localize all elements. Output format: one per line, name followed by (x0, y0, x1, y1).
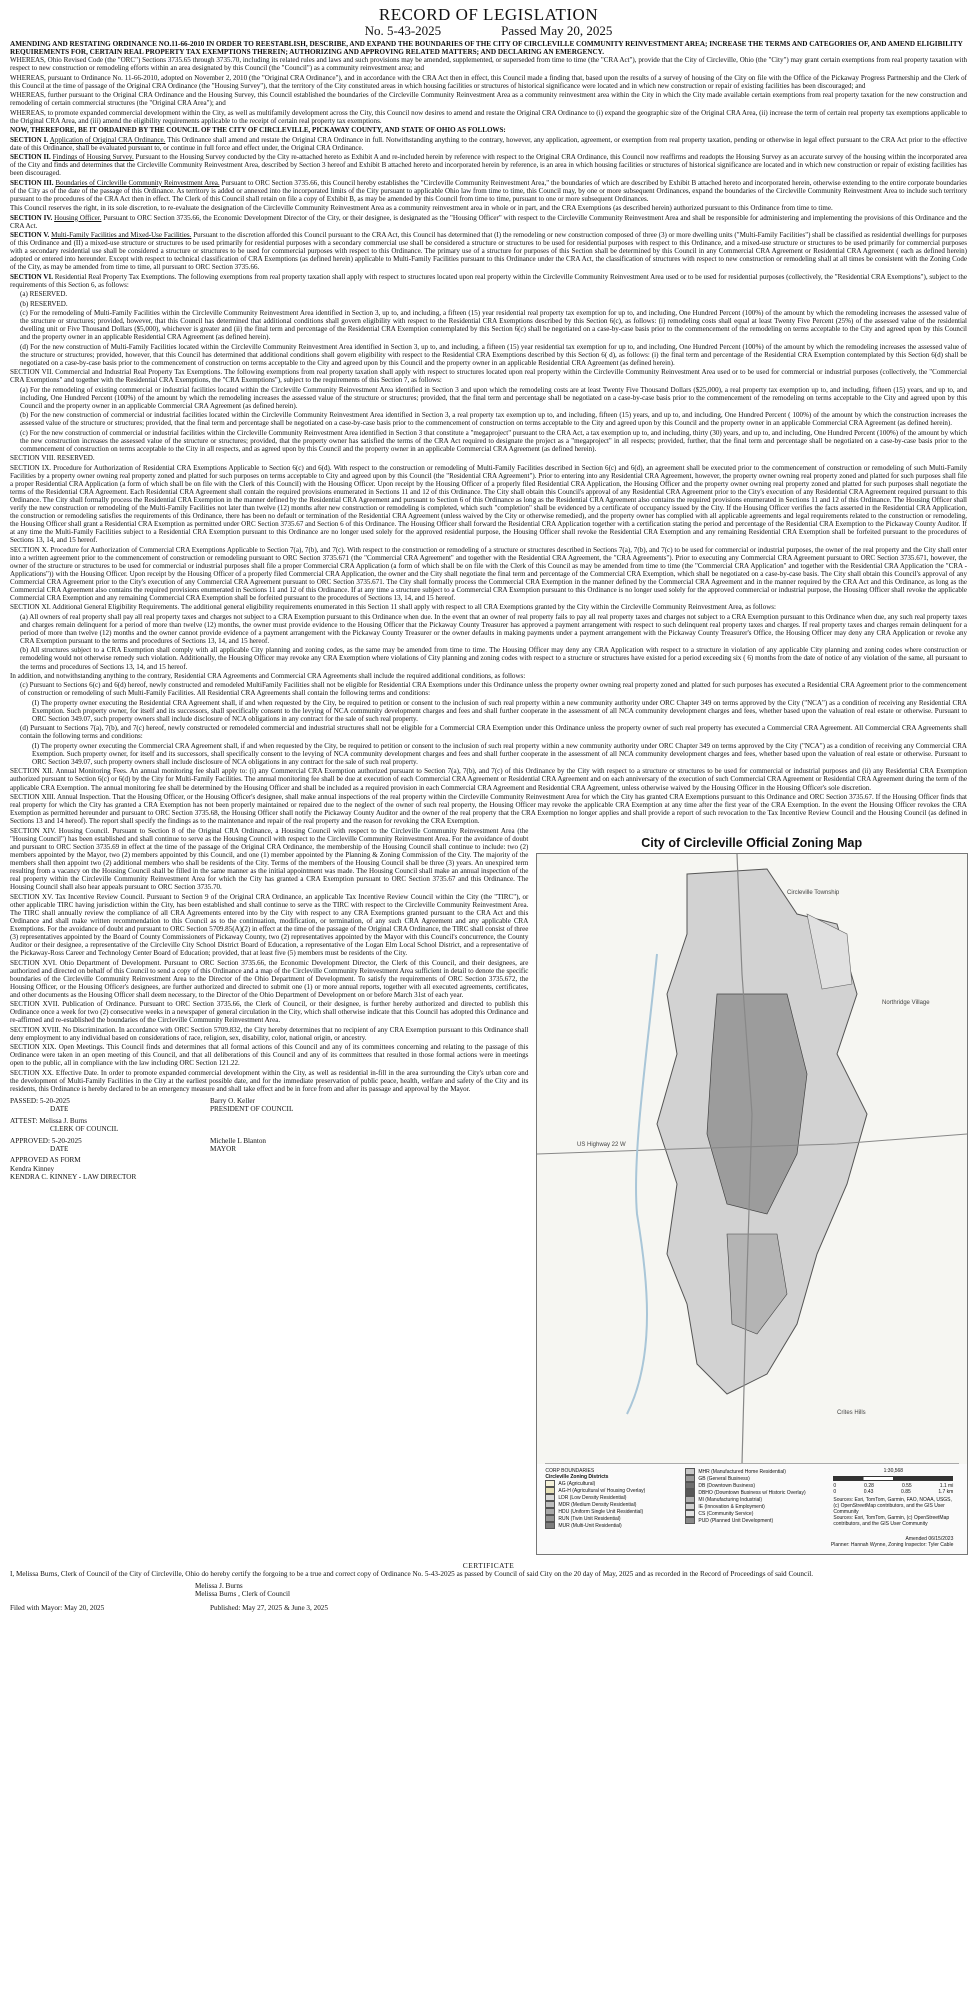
section-title: Housing Officer. (54, 213, 102, 222)
section-11-item: (b) All structures subject to a CRA Exemption shall comply with all applicable City planning and zoning codes, as the same may be amended from time to time. The Housing Officer may deny any CRA Application with respect to a structure in violation of any applicable City planning and zoning codes where construction or remodeling would not otherwise remedy such violation. Additionally, the Housing Officer may revoke any CRA Exemption where violations of City planning and zoning codes with respect to a structure or structures have existed for a period exceeding six ( 6) months from the date of notice of any violation of the same, all pursuant to the terms and procedures of Sections 13, 14, and 15 hereof. (20, 646, 967, 671)
section-text: This Ordinance shall amend and restate the Original CRA Ordinance in full. Notwithstanding anything to the contrary, however, any application, agreement, or exemption from real property taxation, pending or otherwise in legal effect pursuant to the CRA Act prior to the effective date of this Ordinance, shall be evaluated pursuant to, or continue in full force and effect under, the Original CRA Ordinance. (10, 135, 968, 152)
section-text: Pursuant to ORC Section 3735.66, the Economic Development Director of the City, or their designee, is designated as the "Housing Officer" with respect to the Circleville Community Reinvestment Area and shall be responsible for administering and implementing the provisions of this Ordinance and the CRA Act. (10, 213, 968, 230)
filed-with-mayor: Filed with Mayor: May 20, 2025 (10, 1604, 105, 1613)
map-place-label: Circleville Township (787, 890, 840, 897)
section-20: SECTION XX. Effective Date. In order to promote expanded commercial development within the City, as well as residential in-fill in the area surrounding the City's urban core and the development of Multi-Family Facilities in the City at the earliest possible date, and for the immediate preservation of public peace, health, welfare and safety of the City and its residents, this Ordinance is hereby declared to be an emergency measure and shall take effect and be in force from and after its passage and approval by the Mayor. (10, 1068, 529, 1093)
section-11-note: In addition, and notwithstanding anything to the contrary, Residential CRA Agreements and Commercial CRA Agreements shall include the required additional conditions, as follows: (10, 671, 526, 680)
signature-block (10, 1097, 528, 1182)
date-label-2: DATE (50, 1145, 69, 1153)
passed-date: Passed May 20, 2025 (501, 23, 613, 38)
section-7-item: (a) For the remodeling of existing commercial or industrial facilities located within the Circleville Community Reinvestment Area identified in Section 3 and upon which the remodeling costs are at least Twenty Five Thousand Dollars ($25,000), a real property tax exemption up to, and including, fifteen (15) years, and up to, and including, One Hundred Percent (100%) of the amount by which the remodeling increases the assessed value of the structure or structures; provided, that the final term and percentage shall be negotiated on a case-by-case basis prior to the commencement of the remodeling on terms acceptable to the City and agreed upon by this Council and the property owner in an applicable Commercial CRA Agreement (as defined herein). (20, 385, 967, 410)
legend-label: HDU (Uniform Single Unit Residential) (558, 1508, 644, 1515)
map-road-label: US Highway 22 W (577, 1142, 627, 1149)
section-17: SECTION XVII. Publication of Ordinance. Pursuant to ORC Section 3735.66, the Clerk of Council, or their designee, is further hereby authorized and directed to publish this Ordinance once a week for two (2) consecutive weeks in a newspaper of general circulation in the City, which shall otherwise indicate that this Council has adopted this Ordinance and re-affirmed and re-established the boundaries of the Circleville Community Reinvestment Area. (10, 1000, 529, 1025)
legend-item (685, 1517, 805, 1524)
legend-header: CORP BOUNDARIES (545, 1468, 595, 1475)
form-name: Kendra Kinney (10, 1164, 55, 1173)
section-11-item: (a) All owners of real property shall pay all real property taxes and charges not subject to a CRA Exemption pursuant to this Ordinance when due. In the event that an owner of real property fails to pay all real property taxes and charges not subject to a CRA Exemption pursuant to this Ordinance when due, any such real property taxes and charges remain delinquent for a period of more than twelve (12) months, the owner must provide evidence to the Housing Officer that the Pickaway County Treasurer has approved a payment arrangement with respect to such delinquent real property taxes and charges. If real property taxes and charges remain delinquent for a period of more than twelve (12) months and the owner cannot provide evidence of a payment arrangement with the Pickaway County Treasurer or the owner defaults in making payments under a payment arrangement with the Pickaway County Treasurer's Office, the Housing Officer may deny any CRA Application or revoke any CRA Exemption pursuant to the terms and procedures of Sections 13, 14, and 15 hereof. (20, 612, 967, 645)
legend-label: CS (Community Service) (698, 1510, 754, 1517)
section-10: SECTION X. Procedure for Authorization of Commercial CRA Exemptions Applicable to Section 7(a), 7(b), and 7(c). With respect to the construction or remodeling of a structure or structures described in Sections 7(a), 7(b), and 7(c) to be used for commercial or industrial purposes, the owner of the real property and the City shall enter into a written agreement prior to the commencement of construction or remodeling pursuant to ORC Section 3735.671 (the "Commercial CRA Agreement" and together with the Residential CRA Agreement, the "CRA Agreements"). Prior to executing any Commercial CRA Agreement pursuant to ORC Section 3735.671, however, the owner of the structure or structures to be used for commercial or industrial purposes shall file a proper Commercial CRA Application (a form of which shall be on file with the Clerk of this Council as may be amended from time to time (the "Commercial CRA Application" and together with the Residential CRA Application the "CRA - Applications")) with the Housing Officer. Upon receipt by the Housing Officer of a properly filed Commercial CRA Application, the owner and the City shall negotiate the final term and percentage of the Commercial CRA Exemption, which shall be negotiated on a case-by-case basis. The City shall obtain this Council's approval of any Commercial CRA Agreement prior to the City's execution of any Commercial CRA Agreement pursuant to ORC Section 3735.671. The City shall formally process the Commercial CRA Exemption in the manner defined by the Commercial CRA Agreement and in the manner required by the CRA Act and this Ordinance, as long as the Commercial CRA Agreement also contains the required provisions enumerated in Sections 11 and 12 of this Ordinance. If at any time a structure subject to a Commercial CRA Exemption pursuant to this Ordinance is no longer used solely for the approved commercial or industrial purpose, the Housing Officer shall revoke the applicable Commercial CRA Exemption and any remaining Commercial CRA Exemption shall be forfeited pursuant to the procedures of Sections 13, 14, and 15 hereof. (10, 545, 967, 602)
map-amended: Amended 06/15/2023 (905, 1536, 954, 1543)
scale-tick-km: 0.43 (863, 1489, 874, 1496)
certificate-heading: CERTIFICATE (462, 1561, 515, 1571)
whereas-clause: WHEREAS, further pursuant to the Original CRA Ordinance and the Housing Survey, this Council established the boundaries of the Circleville Community Reinvestment Area as a community reinvestment area within the City in which the City made available certain exemptions from real property taxation for the new construction and remodeling of certain commercial structures (the "Original CRA Area"); and (10, 91, 967, 108)
map-planner: Planner: Hannah Wynne, Zoning Inspector: Tyler Cable (830, 1542, 954, 1549)
clerk-title: CLERK OF COUNCIL (50, 1125, 119, 1134)
map-title: City of Circleville Official Zoning Map (641, 836, 863, 851)
date-label: DATE (50, 1105, 69, 1114)
legend-label: LDR (Low Density Residential) (558, 1494, 627, 1501)
form-label: APPROVED AS FORM (10, 1156, 81, 1165)
legend-swatch (545, 1487, 555, 1494)
whereas-clauses (10, 56, 967, 125)
section-7-items (10, 386, 967, 453)
resolved-clause: NOW, THEREFORE, BE IT ORDAINED BY THE COUNCIL OF THE CITY OF CIRCLEVILLE, PICKAWAY COUNTY, AND STATE OF OHIO AS FOLLOWS: (10, 126, 506, 135)
section-11-condition: (I) The property owner executing the Residential CRA Agreement shall, if and when requested by the City, be required to petition or consent to the inclusion of such real property within a new community authority under ORC Chapter 349 on terms approved by the City ("NCA") as a condition of receiving any Residential CRA Exemption. Such property owner, for itself and its successors, shall specifically consent to the levying of NCA community development charges and fees and shall further cooperate in the assessment of all NCA community development charges and fees, whether based upon the valuation of real estate or otherwise. Pursuant to ORC Section 349.07, such property owners shall include disclosure of NCA obligations in any contract for the sale of such real property. (32, 698, 967, 723)
legend-swatch (685, 1510, 695, 1517)
section-text: Residential Real Property Tax Exemptions. The following exemptions from real property taxation shall apply with respect to structures located upon real property within the Circleville Community Reinvestment Area used or to be used for residential purposes (collectively, the "Residential CRA Exemptions"), subject to the requirements of this Section 6, as follows: (10, 272, 967, 289)
section-11-items (10, 613, 967, 671)
legend-swatch (685, 1489, 695, 1496)
legend-swatch (685, 1503, 695, 1510)
scale-ticks-km (833, 1489, 953, 1495)
legend-col-1 (545, 1468, 645, 1529)
ordinance-caption: AMENDING AND RESTATING ORDINANCE NO.11-66-2010 IN ORDER TO REESTABLISH, DESCRIBE, AND EXPAND THE BOUNDARIES OF THE CITY OF CIRCLEVILLE COMMUNITY REINVESTMENT AREA; INCREASE THE TERMS AND CATEGORIES OF, AND AMEND ELIGIBILITY REQUIREMENTS FOR, CERTAIN REAL PROPERTY TAX EXEMPTIONS THEREIN; AUTHORIZING AND APPROVING RELATED MATTERS; AND DECLARING AN EMERGENCY. (10, 40, 963, 57)
legend-label: MDR (Medium Density Residential) (558, 1501, 637, 1508)
legend-item (545, 1515, 645, 1522)
ordinance-section (10, 214, 967, 230)
scale-tick-km: 1.7 km (938, 1489, 954, 1496)
section-title: Findings of Housing Survey. (52, 153, 134, 162)
map-drawing (537, 854, 967, 1464)
scale-tick-km: 0 (833, 1489, 837, 1496)
section-11-condition: (I) The property owner executing the Commercial CRA Agreement shall, if and when requested by the City, be required to petition or consent to the inclusion of such real property within a new community authority under ORC Chapter 349 on terms approved by the City ("NCA") as a condition of receiving any Commercial CRA Exemption. Such property owner, for itself and its successors, shall specifically consent to the levying of NCA community development charges and fees and shall further cooperate in the assessment of all NCA community development charges and fees, whether based upon the valuation of real estate or otherwise. Pursuant to ORC Section 349.07, such property owners shall include disclosure of NCA obligations in any contract for the sale of such real property. (32, 741, 967, 766)
map-credit (831, 1536, 953, 1548)
scale-graphic (833, 1476, 953, 1481)
record-subtitle (10, 24, 967, 38)
ordinance-section (10, 179, 967, 203)
legend-swatch (545, 1515, 555, 1522)
section-11-condition: (c) Pursuant to Sections 6(c) and 6(d) hereof, newly constructed and remodeled MultiFamily Facilities shall not be eligible for Residential CRA Exemptions under this Ordinance unless the property owner owning real property zoned and platted for such purposes has executed a Residential CRA Agreement prior to the commencement of construction or remodeling of such Multi-Family Facilities. All Residential CRA Agreements shall contain the following terms and conditions: (20, 681, 967, 698)
map-sources: Sources: Esri, TomTom, Garmin, FAO, NOAA, USGS, (c) OpenStreetMap contributors, and the GIS User Community (833, 1497, 952, 1516)
legend-item (685, 1475, 805, 1482)
section-13: SECTION XIII. Annual Inspection. That the Housing Officer, or the Housing Officer's designee, shall make annual inspections of the real property within the Circleville Community Reinvestment Area for which the City has granted CRA Exemptions pursuant to this Ordinance and ORC Section 3735.67. If the Housing Officer finds that real property for which the City has granted a CRA Exemption has not been properly maintained or repaired due to the neglect of the owner of such real property, the Housing Officer may revoke the applicable CRA Exemption at any time after the first year of the CRA Exemption. In the event the Housing Officer revokes the CRA Exemption as permitted hereunder and pursuant to ORC Section 3735.68, the Housing Officer shall notify the Pickaway County Auditor and the owner of the real property that the CRA Exemption no longer applies and shall provide a report of such revocation to the Tax Incentive Review Council and the Housing Council (as defined in Sections 13 and 14 hereof). The report shall specify the findings as to the maintenance and repair of the real property and the reason for revoking the CRA Exemption. (10, 792, 967, 826)
legend-label: MUR (Multi-Unit Residential) (558, 1522, 622, 1529)
legend-item (545, 1522, 645, 1529)
whereas-clause: WHEREAS, Ohio Revised Code (the "ORC") Sections 3735.65 through 3735.70, including its related rules and laws and such provisions may be amended, supplemented, or superseded from time to time (the "CRA Act"), provide that the City of Circleville, Ohio (the "City") may grant certain exemptions from real property taxation with respect to new construction or remodeling efforts within an area designated by this Council (the "Council") as a community reinvestment area; and (10, 56, 967, 73)
section-12: SECTION XII. Annual Monitoring Fees. An annual monitoring fee shall apply to: (i) any Commercial CRA Exemption authorized pursuant to Section 7(a), 7(b), and 7(c) of this Ordinance by the City with respect to a structure or structures to be used for commercial or industrial purposes and (ii) any Residential CRA Exemption authorized pursuant to Section 6(c) or 6(d) by the City for Multi-Family Facilities. The annual monitoring fee shall be due at execution of each Commercial CRA Agreement or Residential CRA Agreement and on each anniversary of the execution of such Commercial CRA Agreement or Residential CRA Agreement during the term of the applicable CRA Exemption. The annual monitoring fee shall be determined by the Housing Officer and shall be included as a required provision in each Commercial CRA Agreement and Residential CRA Agreement, unless otherwise waived by the Housing Officer in the Housing Officer's sole discretion. (10, 767, 967, 792)
section-19: SECTION XIX. Open Meetings. This Council finds and determines that all formal actions of this Council and any of its committees concerning and relating to the passage of this Ordinance were taken in an open meeting of this Council, and that all deliberations of this Council and any of its committees that resulted in those formal actions were in meetings open to the public, all in compliance with the law including ORC Section 121.22. (10, 1043, 529, 1068)
legend-item (545, 1480, 645, 1487)
passed-label: PASSED: 5-20-2025 (10, 1096, 70, 1105)
legend-label: AG (Agricultural) (558, 1480, 596, 1487)
law-director: KENDRA C. KINNEY - LAW DIRECTOR (10, 1173, 137, 1182)
section-heading: SECTION V. (10, 231, 50, 240)
legend-item (545, 1494, 645, 1501)
legend-label: MI (Manufacturing Industrial) (698, 1496, 762, 1503)
certificate-text: I, Melissa Burns, Clerk of Council of the City of Circleville, Ohio do hereby certify the forgoing to be a true and correct copy of Ordinance No. 5-43-2025 as passed by Council of said City on the 20 day of May, 2025 and as recorded in the Record of Proceedings of said Council. (10, 1570, 814, 1579)
section-7-item: (c) For the new construction of commercial or industrial facilities within the Circleville Community Reinvestment Area identified in Section 3 that constitute a "megaproject" pursuant to the CRA Act, a tax exemption up to, and including, thirty (30) years, and up to, and including, One Hundred Percent (100%) of the amount by which the new construction increases the assessed value of the structure or structures; provided, that the property owner has satisfied the terms of the CRA Act required to designate the project as a "megaproject" in all respects; provided, further, that the final term and percentage shall be negotiated on a case-by-case basis prior to the commencement of construction on terms acceptable to the City in all respects, and as agreed upon by this Council and the property owner in an applicable Commercial CRA Agreement (as defined herein). (20, 428, 967, 453)
whereas-clause: WHEREAS, pursuant to Ordinance No. 11-66-2010, adopted on November 2, 2010 (the "Original CRA Ordinance"), and in accordance with the CRA Act then in effect, this Council made a finding that, based upon the results of a survey of housing of the City on file with the Office of the Pickaway Progress Partnership and the Clerk of this Council at the time of passage of the Original CRA Ordinance (the "Housing Survey"), that the territory of the City constituted areas in which housing facilities or structures of historical significance were located and in which new construction or repair of existing facilities has been discouraged; and (10, 73, 967, 90)
ordinance-section (10, 136, 967, 152)
legend-item (685, 1468, 805, 1475)
legend-item (545, 1487, 645, 1494)
legend-swatch (685, 1475, 695, 1482)
legend-label: IE (Innovation & Employment) (698, 1503, 765, 1510)
legend-item (545, 1501, 645, 1508)
scale-tick: 0.55 (901, 1483, 912, 1490)
scale-tick-km: 0.85 (901, 1489, 911, 1496)
section-6-item: (a) RESERVED. (20, 290, 68, 299)
section-heading: SECTION III. (10, 178, 54, 187)
ordinance-number: No. 5-43-2025 (364, 23, 442, 38)
section-6-item: (d) For the new construction of Multi-Family Facilities located within the Circleville Community Reinvestment Area identified in Section 3, up to, and including, a fifteen (15) year residential tax exemption for up to, and including, One Hundred Percent (100%) of the amount by which the remodeling increases the assessed value of the structure or structures; provided, however, that this Council has determined that additional conditions shall govern eligibility with respect to the Residential CRA Exemptions described by this Section 6( d), as follows: (i) the final term and percentage of the Residential CRA Exemption contemplated by this Section 6(d) shall be negotiated on a case-by-case basis prior to the commencement of construction on terms acceptable to the City and agreed upon by this Council and the property owner in an applicable Residential CRA Agreement (as defined herein). (20, 342, 967, 367)
sections-top (10, 136, 967, 289)
legend-subheader: Circleville Zoning Districts (545, 1474, 609, 1481)
legend-item (685, 1482, 805, 1489)
legend-item (685, 1489, 805, 1496)
section-heading: SECTION VI. (10, 272, 53, 281)
legend-item (685, 1503, 805, 1510)
legend-swatch (685, 1496, 695, 1503)
map-legend (545, 1463, 959, 1548)
section-15: SECTION XV. Tax Incentive Review Council. Pursuant to Section 9 of the Original CRA Ordinance, an applicable Tax Incentive Review Council within the City (the "TIRC"), or other applicable TIRC having jurisdiction within the City, has been established and shall continue to serve as the TIRC with respect to the Circleville Community Reinvestment Area. The TIRC shall annually review the compliance of all CRA Agreements entered into by the City with respect to any CRA Exemptions granted pursuant to the CRA Act and this Ordinance and shall make written recommendation to this Council as to the continuation, modification, or termination, of any such CRA Agreement and any applicable CRA Exemptions. For the avoidance of doubt and pursuant to ORC Section 5709.85(A)(2) in effect at the time of the passage of the Original CRA Ordinance, the TIRC shall consist of three (3) representatives appointed by the Board of County Commissioners of Pickaway County, two (2) representatives appointed by the Mayor with this Council's concurrence, the County Auditor or their designee, a representative of the Circleville City School District Board of Education, a representative of the Logan Elm Local School District, and a representative of the Pickaway-Ross Career and Technology Center Board of Education; provided, that at least five (5) members must be residents of the City. (10, 892, 529, 958)
section-text: Pursuant to the Housing Survey conducted by the City re-attached hereto as Exhibit A and re-included herein by reference with respect to the Original CRA Ordinance, this Council now reaffirms and readopts the Housing Survey as an accurate survey of the housing within the incorporated area of the City and finds and determines that the Circleville Community Reinvestment Area, described by Section 3 hereof and Exhibit B attached hereto and incorporated herein by reference, is an area in which housing facilities or structures of historical significance are located and in which new construction or repair of existing facilities has been discouraged. (10, 153, 967, 178)
ordinance-section (10, 273, 967, 289)
legend-swatch (545, 1522, 555, 1529)
scale-ratio: 1:30,568 (883, 1468, 904, 1475)
section-heading: SECTION II. (10, 153, 51, 162)
legend-item (685, 1510, 805, 1517)
published-dates: Published: May 27, 2025 & June 3, 2025 (210, 1604, 328, 1613)
legend-swatch (545, 1501, 555, 1508)
section-18: SECTION XVIII. No Discrimination. In accordance with ORC Section 5709.832, the City hereby determines that no recipient of any CRA Exemption pursuant to this Ordinance shall deny employment to any individual based on considerations of race, religion, sex, disability, color, national origin, or ancestry. (10, 1025, 529, 1042)
ordinance-section (10, 153, 967, 177)
legend-item (685, 1496, 805, 1503)
ordinance-section (10, 204, 967, 212)
map-sources-2: Sources: Esri, TomTom, Garmin, (c) OpenStreetMap contributors, and the GIS User Community (833, 1515, 950, 1528)
certificate-signature: Melissa J. Burns (195, 1581, 243, 1590)
ordinance-section (10, 231, 967, 271)
ordinance-body (10, 56, 967, 825)
president-name: Barry O. Keller (210, 1096, 255, 1105)
scale-tick: 0.28 (864, 1483, 874, 1490)
map-place-label-3: Crites Hills (837, 1410, 867, 1417)
legend-list-2 (685, 1468, 805, 1524)
legend-swatch (545, 1494, 555, 1501)
legend-label: MHR (Manufactured Home Residential) (698, 1468, 786, 1475)
scale-tick: 0 (833, 1483, 837, 1490)
legend-label: DBHO (Downtown Business w/ Historic Overlay) (698, 1489, 806, 1496)
section-7-item: (b) For the new construction of commercial or industrial facilities located within the Circleville Community Reinvestment Area identified in Section 3, a real property tax exemption up to, and including, fifteen (15) years, and up to, and including, One Hundred Percent ( 100%) of the amount by which the construction increases the assessed value of the structure or structures; provided, that the final term and percentage shall be negotiated on a case-by-case basis prior to the commencement of construction on terms acceptable to the City and agreed upon by this Council and the property owner in an applicable Commercial CRA Agreement (as defined herein). (20, 411, 967, 428)
record-title: RECORD OF LEGISLATION (378, 5, 599, 24)
section-11-intro: SECTION XI. Additional General Eligibility Requirements. The additional general eligibility requirements enumerated in this Section 11 shall apply with respect to all CRA Exemptions granted by the City within the Circleville Community Reinvestment Area, as follows: (10, 603, 777, 612)
map-frame (536, 853, 968, 1555)
section-6-item: (b) RESERVED. (20, 299, 68, 308)
legend-swatch (685, 1482, 695, 1489)
section-14: SECTION XIV. Housing Council. Pursuant to Section 8 of the Original CRA Ordinance, a Housing Council with respect to the Circleville Community Reinvestment Area (the "Housing Council") has been established and shall continue to serve as the Housing Council with respect to the Circleville Community Reinvestment Area. For the avoidance of doubt and pursuant to ORC Section 3735.69 in effect at the time of the passage of the Original CRA Ordinance, the membership of the Housing Council shall continue to include: two (2) members appointed by the Mayor, two (2) members appointed by this Council, and one (1) member appointed by the Planning & Zoning Commission of the City. The majority of the members shall then appoint two (2) additional members who shall be residents of the City. Terms of the members of the Housing Council shall be three (3) years. An unexpired term resulting from a vacancy on the Housing Council shall be filled in the same manner as the initial appointment was made. The Housing Council shall make an annual inspection of the real property within the Circleville Community Reinvestment Area for which the City has granted a CRA Exemption pursuant to ORC Section 3735.67 and this Ordinance. The Housing Council shall also hear appeals pursuant to ORC Section 3735.70. (10, 827, 529, 892)
section-title: Application of Original CRA Ordinance. (49, 135, 166, 144)
section-heading: SECTION IV. (10, 213, 53, 222)
legend-swatch (685, 1517, 695, 1524)
section-6-items (10, 290, 967, 367)
section-title: Boundaries of Circleville Community Reinvestment Area. (55, 178, 220, 187)
section-text: Pursuant to ORC Section 3735.66, this Council hereby establishes the "Circleville Community Reinvestment Area," the boundaries of which are described by Exhibit B attached hereto and incorporated herein, otherwise extending to the entire corporate boundaries of the City as of the date of the passage of this Ordinance. As territory is added or annexed into the incorporated limits of the City pursuant to applicable Ohio law from time to time, this Council may, by one or more subsequent Ordinances, expand the boundaries of the Circleville Community Reinvestment Area to include such territory pursuant to the procedures of the CRA Act then in effect. The Clerk of this Council shall retain on file a copy of Exhibit B, as may be amended by this Council from time to time, pursuant to one or more subsequent Ordinances. (10, 178, 967, 203)
section-heading: SECTION I. (10, 135, 49, 144)
zoning-map (536, 835, 967, 1555)
lower-block (10, 827, 967, 1555)
legend-list-1 (545, 1480, 645, 1529)
legend-col-2 (685, 1468, 805, 1524)
section-text: This Council reserves the right, in its sole discretion, to re-evaluate the designation of the Circleville Community Reinvestment Area as a community reinvestment area in whole or in part, and the CRA Exemptions (as described herein) authorized pursuant to this Ordinance from time to time. (10, 204, 833, 213)
mayor-title: MAYOR (210, 1145, 237, 1153)
certificate-signer: Melissa Burns , Clerk of Council (195, 1589, 291, 1598)
approved-label: APPROVED: 5-20-2025 (10, 1136, 82, 1145)
section-6-item: (c) For the remodeling of Multi-Family Facilities within the Circleville Community Reinvestment Area identified in Section 3, up to, and including, a fifteen (15) year residential real property tax exemption for up to, and including, One Hundred Percent (100%) of the amount by which the remodeling increases the assessed value of the structure or structures; provided, however, that this Council has determined that additional conditions shall govern eligibility with respect to the Residential CRA Exemptions described by this Section 6(c), as follows: (i) remodeling costs shall equal at least Twenty Five Percent (25%) of the assessed value of the residential dwelling unit or Five Thousand Dollars ($5,000), whichever is greater and (ii) the final term and percentage of the Residential CRA Exemption contemplated by this Section 6(c) shall be negotiated on a case-by-case basis prior to the commencement of the remodeling on terms acceptable to the City and agreed upon by this Council and the property owner in an applicable Residential CRA Agreement (as defined herein). (20, 309, 967, 342)
mayor-name: Michelle L Blanton (210, 1136, 267, 1145)
section-11-conditions (10, 681, 967, 766)
scale-bar (833, 1468, 953, 1527)
scale-tick: 1.1 mi (939, 1483, 954, 1490)
section-11-condition: (d) Pursuant to Sections 7(a), 7(b), and 7(c) hereof, newly constructed or remodeled commercial and industrial structures shall not be eligible for a Commercial CRA Exemption under this Ordinance unless the property owner of such real property has executed a Commercial CRA Agreement. All Commercial CRA Agreements shall contain the following terms and conditions: (20, 724, 967, 741)
legend-swatch (545, 1508, 555, 1515)
filing-row (10, 1604, 967, 1612)
legend-item (545, 1508, 645, 1515)
legend-label: DB (Downtown Business) (698, 1482, 756, 1489)
legend-label: RUN (Twin Unit Residential) (558, 1515, 621, 1522)
president-title: PRESIDENT OF COUNCIL (210, 1105, 294, 1114)
section-title: Multi-Family Facilities and Mixed-Use Facilities. (51, 231, 192, 240)
map-place-label-2: Northridge Village (882, 1000, 930, 1007)
section-16: SECTION XVI. Ohio Department of Development. Pursuant to ORC Section 3735.66, the Economic Development Director, the Clerk of this Council, and their designees, are authorized and directed on behalf of this Council to send a copy of this Ordinance and a map of the Circleville Community Reinvestment Area sufficient in detail to denote the specific boundaries of the Circleville Community Reinvestment Area to the Director of the Ohio Department of Development. To satisfy the requirements of ORC Section 3735.672, the Housing Officer, or the Housing Officer's designees, are further authorized and directed to submit one (1) or more annual reports, together with all executed agreements, certificates, and other documents as the Housing Officer shall deem necessary, to the Director of the Ohio Department of Development on or before March 31st of each year. (10, 958, 529, 999)
record-header (10, 6, 967, 38)
legend-label: AG-H (Agricultural w/ Housing Overlay) (558, 1487, 646, 1494)
whereas-clause: WHEREAS, to promote expanded commercial development within the City, as well as multifamily development across the City, this Council now desires to amend and restate the Original CRA Ordinance to (i) expand the geographic size of the Original CRA Area, (ii) increase the term of certain real property tax exemptions applicable to the Original CRA Area, and (iii) amend the eligibility requirements applicable to the receipt of certain real property tax exemptions. (10, 108, 967, 125)
legend-label: GB (General Business) (698, 1475, 750, 1482)
legend-swatch (685, 1468, 695, 1475)
section-9: SECTION IX. Procedure for Authorization of Residential CRA Exemptions Applicable to Section 6(c) and 6(d). With respect to the construction or remodeling of Multi-Family Facilities described in Section 6(c) and 6(d), an agreement shall be executed prior to the commencement of construction or remodeling of such Multi-Family Facilities by a property owner owning real property zoned and platted for such purposes on terms acceptable to City and agreed upon by this Council (the "Residential CRA Agreement"). Prior to entering into any Residential CRA Agreement, however, the property owner owning real property zoned and platted for such purposes shall file a proper Residential CRA Application (a form of which shall be on file with the Clerk of this Council) with the Housing Officer. Upon receipt by the Housing Officer of a properly filed Residential CRA Application, the Housing Officer and the property owner owning real property zoned and platted for such purposes shall negotiate the terms of the Residential CRA Agreement. Each Residential CRA Agreement shall contain the required provisions enumerated in Sections 11 and 12 of this Ordinance. The City shall obtain this Council's approval of any Residential CRA Agreement prior to the City's execution of any Residential CRA Agreement required pursuant to this Ordinance. The City shall formally process the Residential CRA Exemption in the manner defined by the Residential CRA Agreement and pursuant to Section 6 of this Ordinance as long as the Residential CRA Agreement also contains the required provisions enumerated in Sections 11 and 12 of this Ordinance. The Housing Officer shall verify the new construction or remodeling of the Multi-Family Facilities not later than twelve (12) months after new construction or remodeling is completed, which such "completion" shall be evidenced by a certificate of occupancy issued by the City. If the Housing Officer verifies the facts asserted in the Residential CRA Application, the construction or remodeling satisfies the requirements of this Ordinance, there has been no default or termination of the Residential CRA Agreement (unless waived by the City or otherwise remedied), and the property owner has complied with all applicable agreements and legal requirements related to the construction or remodeling, the Housing Officer shall grant a Residential CRA Exemption as permitted under ORC Section 3735.67 and Section 6 of this Ordinance. The Housing Officer shall forward the Residential CRA Application together with a certification stating the period and percentage of the Residential CRA Exemption to the Pickaway County Auditor. If at any time the Multi-Family Facilities subject to a Residential CRA Exemption pursuant to this Ordinance are no longer used solely for the approved residential purpose, the Housing Officer shall revoke the Residential CRA Exemption and any remaining Residential CRA Exemption shall be forfeited pursuant to the procedures of Sections 13, 14, and 15 hereof. (10, 463, 967, 545)
legend-swatch (545, 1480, 555, 1487)
legend-label: PUD (Planned Unit Development) (698, 1517, 774, 1524)
lower-left-text (10, 827, 528, 1555)
section-text: Pursuant to the discretion afforded this Council pursuant to the CRA Act, this Council has determined that (I) the remodeling or new construction composed of three (3) or more dwelling units ("Multi-Family Facilities") shall be classified as residential dwellings for purposes of this Ordinance and (II) a mixed-use structure or structures to be used primarily for residential purposes with a secondary commercial use shall be considered a structure or structures to be used for residential purposes with respect to this Ordinance, and a mixed-use structure or structures to be used primarily for commercial purposes with a secondary residential use shall be considered a structure or structures to be used for commercial purposes with respect to this Ordinance. The primary use of a structure for purposes of this Section shall be determined by this Council in any Commercial CRA Agreement or Residential CRA Agreement ( each as defined herein) adopted or entered into hereunder. Except with respect to technical classification of CRA Exemptions (as defined herein) applicable to Multi-Family Facilities pursuant to this Ordinance under the CRA Act, the classification of structures with respect to new construction or remodeling shall at all times be consistent with the Zoning Code of the City, as may be amended from time to time, all pursuant to ORC Section 3735.66. (10, 231, 967, 272)
section-7-intro: SECTION VII. Commercial and Industrial Real Property Tax Exemptions. The following exemptions from real property taxation shall apply with respect to structures located upon real property within the Circleville Community Reinvestment Area used or to be used for commercial or industrial purposes (collectively, the "Commercial CRA Exemptions" and together with the Residential CRA Exemptions, the "CRA Exemptions"), subject to the requirements of this Section 7, as follows: (10, 368, 967, 385)
attest-label: ATTEST: Melissa J. Burns (10, 1116, 88, 1125)
section-8: SECTION VIII. RESERVED. (10, 454, 95, 463)
